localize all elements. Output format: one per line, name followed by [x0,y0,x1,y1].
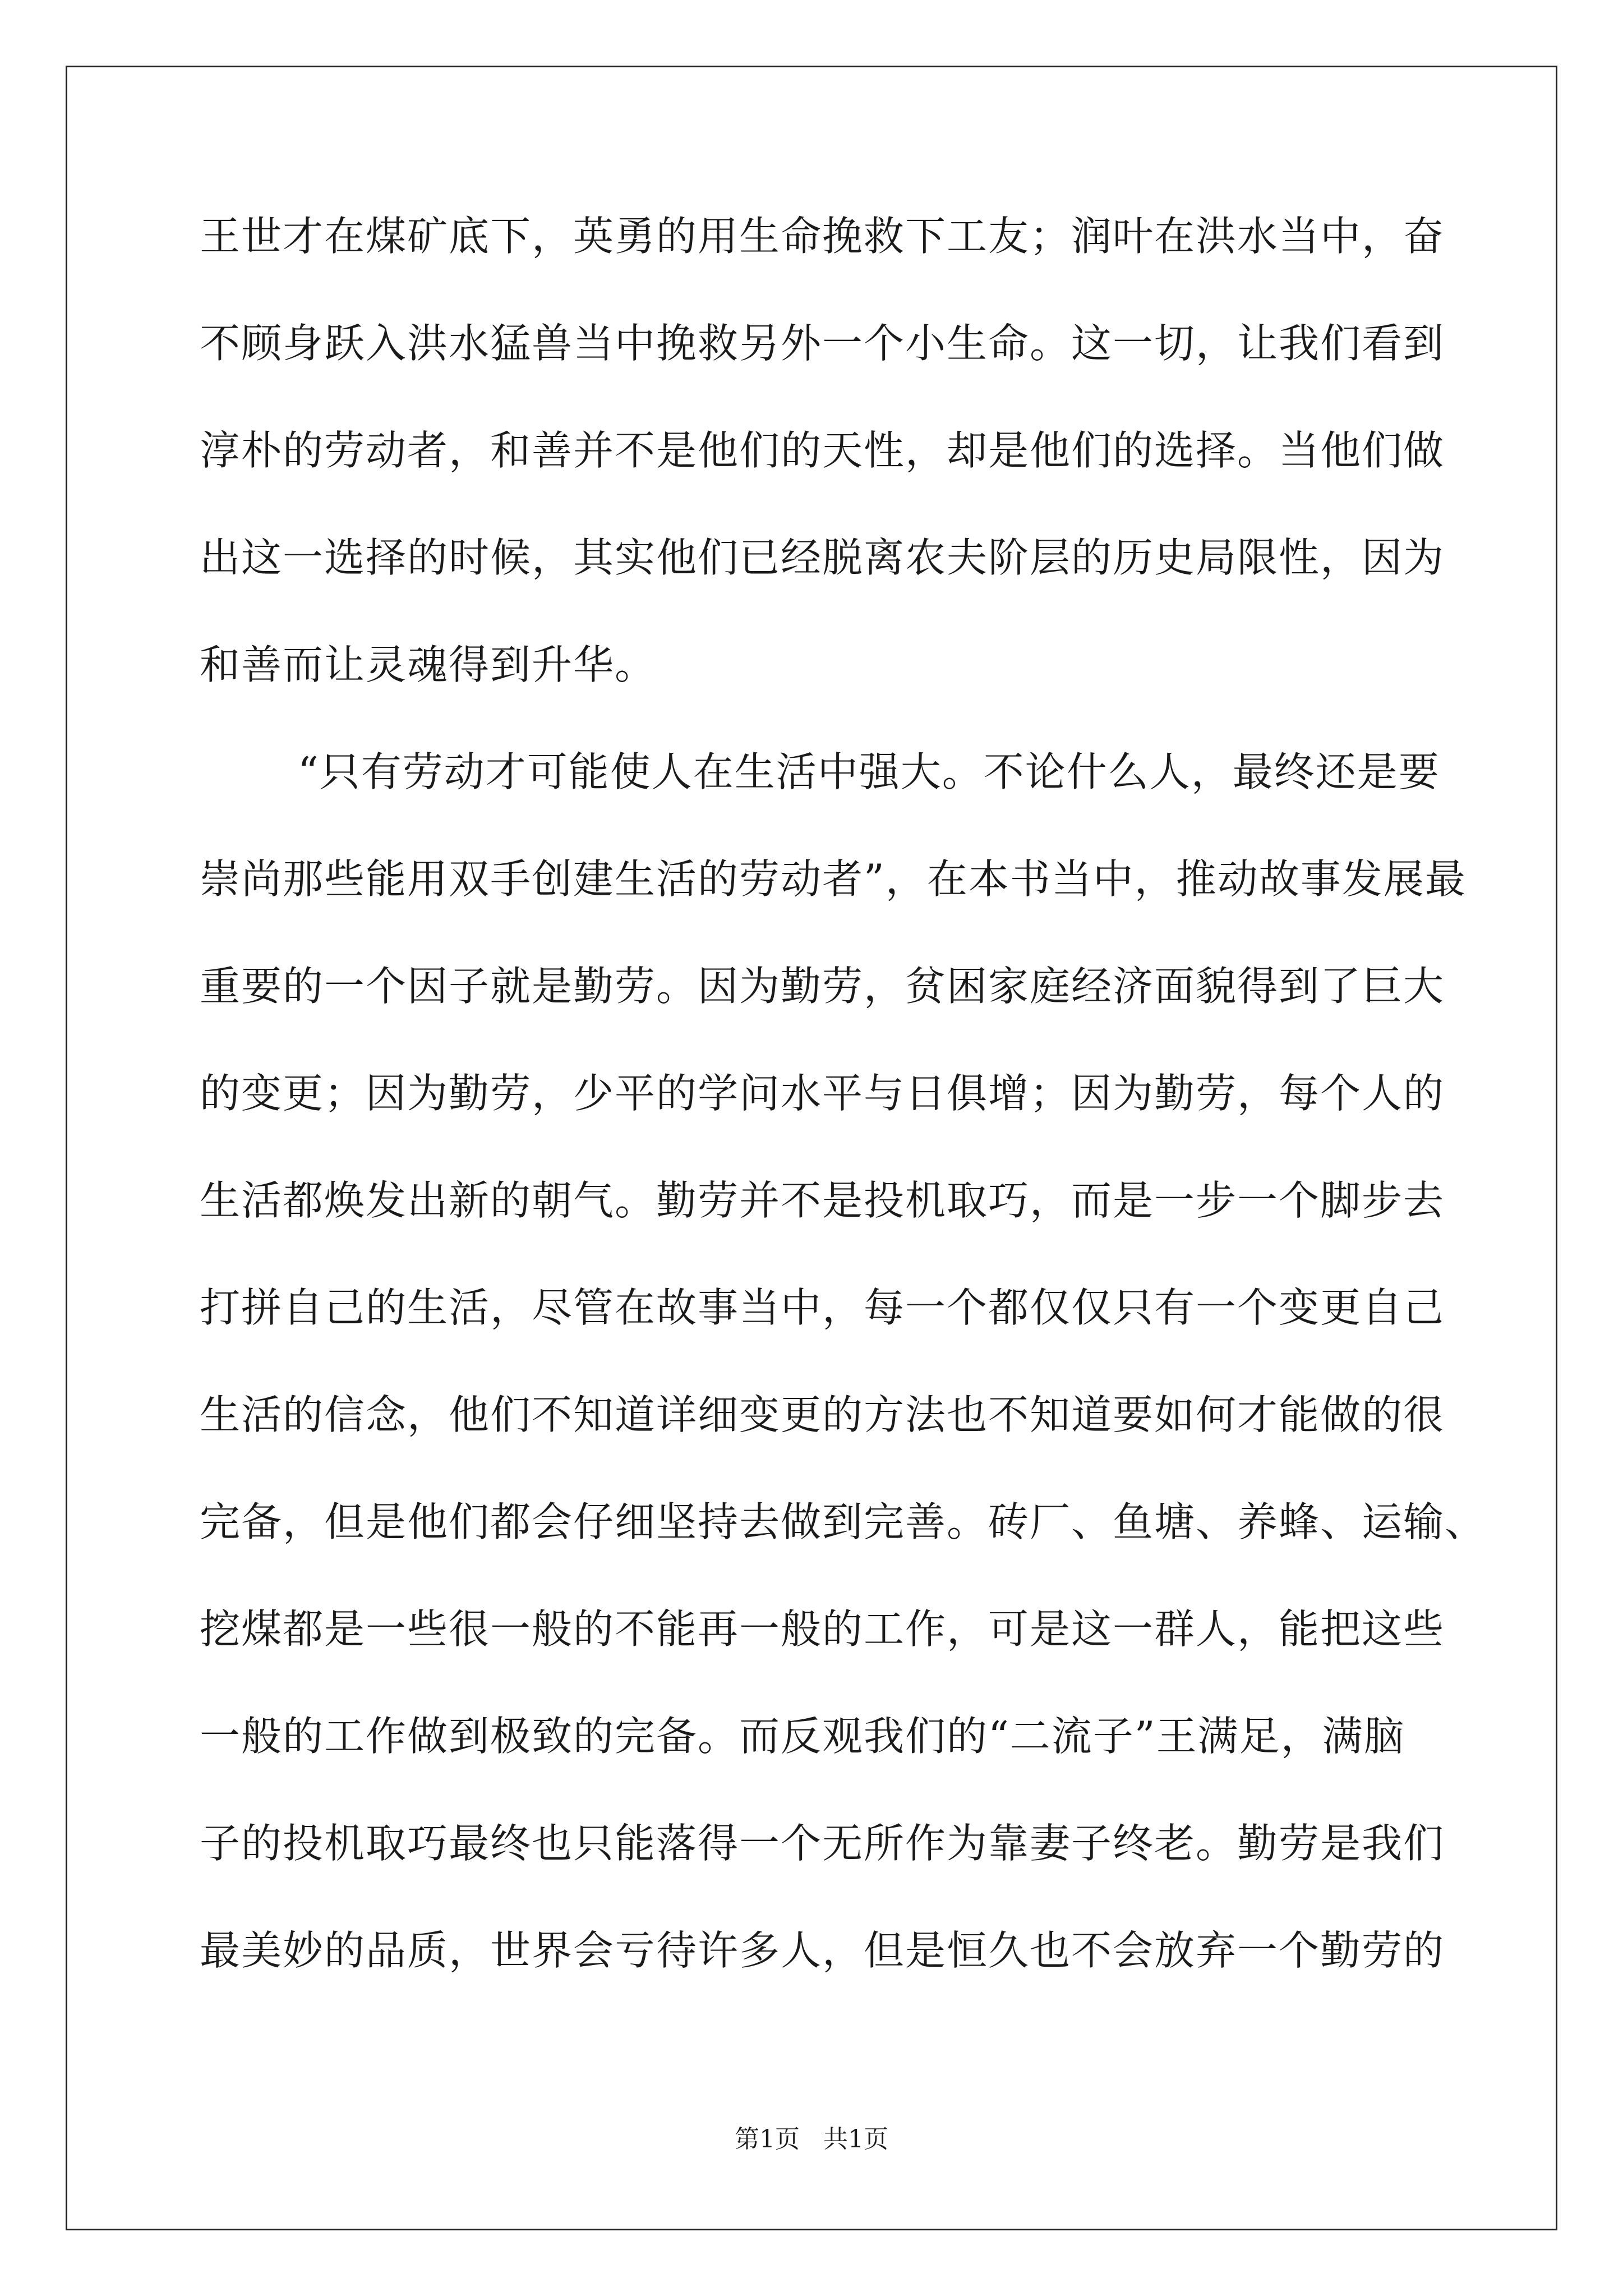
text-line: 生活都焕发出新的朝气。勤劳并不是投机取巧，而是一步一个脚步去 [200,1177,1445,1224]
text-line: 挖煤都是一些很一般的不能再一般的工作，可是这一群人，能把这些 [200,1605,1445,1653]
text-line: 生活的信念，他们不知道详细变更的方法也不知道要如何才能做的很 [200,1391,1445,1438]
text-line: 崇尚那些能用双手创建生活的劳动者”，在本书当中，推动故事发展最 [200,855,1467,903]
text-line: 最美妙的品质，世界会亏待许多人，但是恒久也不会放弃一个勤劳的 [200,1927,1445,1974]
text-line: 打拼自己的生活，尽管在故事当中，每一个都仅仅只有一个变更自己 [200,1284,1445,1331]
text-line: 和善而让灵魂得到升华。 [200,641,657,688]
text-line: 重要的一个因子就是勤劳。因为勤劳，贫困家庭经济面貌得到了巨大 [200,963,1445,1010]
text-line: 不顾身跃入洪水猛兽当中挽救另外一个小生命。这一切，让我们看到 [200,320,1445,367]
text-line: 的变更；因为勤劳，少平的学问水平与日俱增；因为勤劳，每个人的 [200,1070,1445,1117]
document-body [200,213,1487,2037]
text-line: 出这一选择的时候，其实他们已经脱离农夫阶层的历史局限性，因为 [200,534,1445,581]
text-line: 完备，但是他们都会仔细坚持去做到完善。砖厂、鱼塘、养蜂、运输、 [200,1498,1487,1545]
text-line: 王世才在煤矿底下，英勇的用生命挽救下工友；润叶在洪水当中，奋 [200,213,1445,260]
text-line: 一般的工作做到极致的完备。而反观我们的“二流子”王满足，满脑 [200,1713,1405,1760]
paragraph-first-line: “只有劳动才可能使人在生活中强大。不论什么人，最终还是要 [298,748,1440,795]
text-line: 子的投机取巧最终也只能落得一个无所作为靠妻子终老。勤劳是我们 [200,1820,1445,1867]
page-number: 第1页 共1页 [735,2125,888,2154]
text-line: 淳朴的劳动者，和善并不是他们的天性，却是他们的选择。当他们做 [200,427,1445,474]
